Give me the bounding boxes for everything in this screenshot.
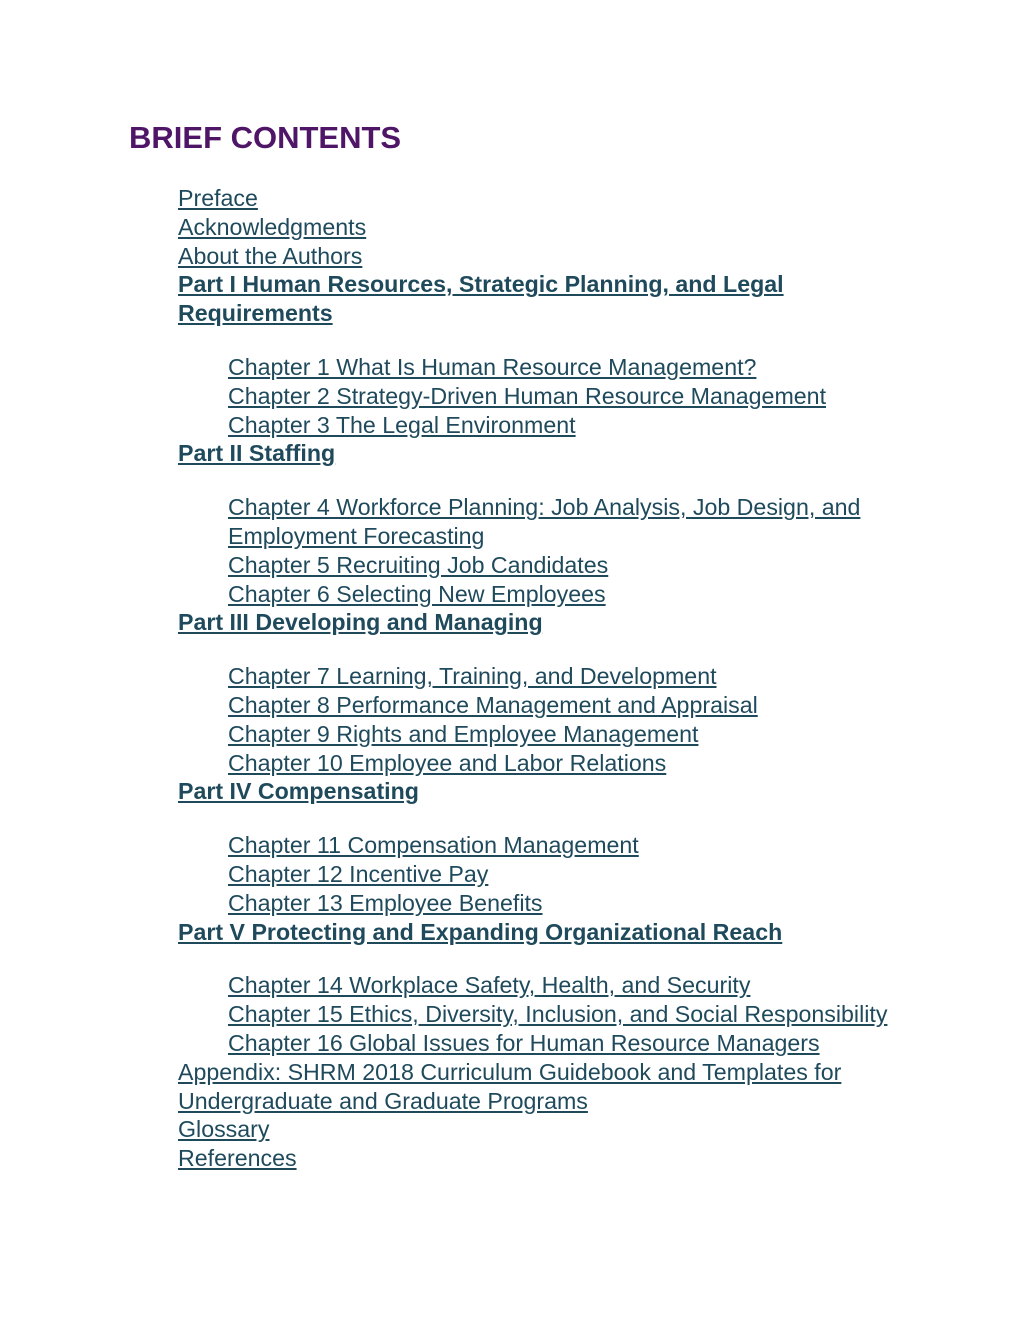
toc-link-chapter-2[interactable]: Chapter 2 Strategy-Driven Human Resource Management [228,382,827,409]
table-of-contents [178,184,898,1173]
toc-link-chapter-15[interactable]: Chapter 15 Ethics, Diversity, Inclusion, and Social Responsibility [228,1001,888,1028]
toc-link-part-3[interactable]: Part III Developing and Managing [178,609,543,636]
chapter-list-part-4 [178,831,898,917]
toc-link-appendix[interactable]: Appendix: SHRM 2018 Curriculum Guidebook and Templates for Undergraduate and Graduate Programs [178,1058,842,1114]
toc-link-chapter-4[interactable]: Chapter 4 Workforce Planning: Job Analysis, Job Design, and Employment Forecasting [228,494,861,549]
chapter-list-part-2 [178,493,898,608]
toc-link-chapter-9[interactable]: Chapter 9 Rights and Employee Management [228,720,699,747]
toc-link-chapter-16[interactable]: Chapter 16 Global Issues for Human Resource Managers [228,1029,820,1056]
toc-link-chapter-6[interactable]: Chapter 6 Selecting New Employees [228,580,606,607]
toc-link-part-5[interactable]: Part V Protecting and Expanding Organizational Reach [178,918,783,945]
chapter-list-part-1 [178,353,898,439]
toc-link-chapter-1[interactable]: Chapter 1 What Is Human Resource Management? [228,353,757,380]
toc-link-chapter-11[interactable]: Chapter 11 Compensation Management [228,832,639,859]
toc-link-chapter-14[interactable]: Chapter 14 Workplace Safety, Health, and Security [228,972,751,999]
toc-link-chapter-7[interactable]: Chapter 7 Learning, Training, and Development [228,663,717,690]
toc-link-chapter-5[interactable]: Chapter 5 Recruiting Job Candidates [228,551,609,578]
chapter-list-part-5 [178,971,898,1057]
toc-link-part-4[interactable]: Part IV Compensating [178,778,419,805]
toc-link-chapter-12[interactable]: Chapter 12 Incentive Pay [228,860,489,887]
toc-link-glossary[interactable]: Glossary [178,1116,270,1143]
page-title: BRIEF CONTENTS [129,120,402,155]
toc-link-chapter-13[interactable]: Chapter 13 Employee Benefits [228,889,543,916]
chapter-list-part-3 [178,662,898,777]
toc-link-part-1[interactable]: Part I Human Resources, Strategic Planning, and Legal Requirements [178,271,784,327]
toc-link-part-2[interactable]: Part II Staffing [178,440,336,467]
toc-link-chapter-10[interactable]: Chapter 10 Employee and Labor Relations [228,749,667,776]
toc-link-references[interactable]: References [178,1145,297,1172]
toc-link-chapter-3[interactable]: Chapter 3 The Legal Environment [228,411,576,438]
toc-link-chapter-8[interactable]: Chapter 8 Performance Management and Appraisal [228,691,758,718]
toc-link-acknowledgments[interactable]: Acknowledgments [178,213,367,240]
toc-link-about-authors[interactable]: About the Authors [178,242,363,269]
toc-link-preface[interactable]: Preface [178,185,258,211]
